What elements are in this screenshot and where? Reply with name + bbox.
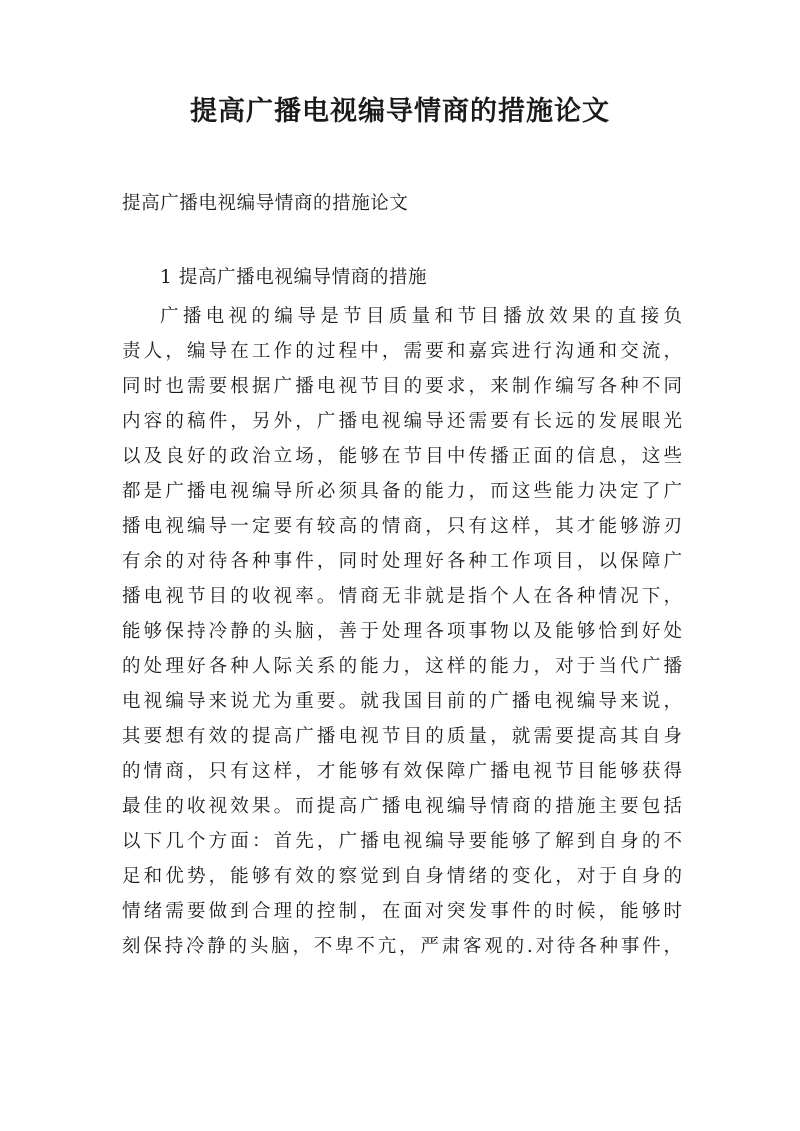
paragraph-line: 播电视节目的收视率。情商无非就是指个人在各种情况下，: [122, 586, 682, 607]
section-heading: 1 提高广播电视编导情商的措施: [160, 267, 428, 288]
paragraph-line: 情绪需要做到合理的控制，在面对突发事件的时候，能够时: [122, 901, 682, 922]
body-paragraph: [122, 299, 682, 964]
paragraph-line: 其要想有效的提高广播电视节目的质量，就需要提高其自身: [122, 726, 682, 747]
paragraph-line: 内容的稿件，另外，广播电视编导还需要有长远的发展眼光: [122, 411, 682, 432]
paragraph-line: 有余的对待各种事件，同时处理好各种工作项目，以保障广: [122, 551, 682, 572]
paragraph-line: 的处理好各种人际关系的能力，这样的能力，对于当代广播: [122, 656, 682, 677]
paragraph-line: 最佳的收视效果。而提高广播电视编导情商的措施主要包括: [122, 796, 682, 817]
paragraph-line: 责人，编导在工作的过程中，需要和嘉宾进行沟通和交流，: [122, 341, 682, 362]
paragraph-line: 的情商，只有这样，才能够有效保障广播电视节目能够获得: [122, 761, 682, 782]
paragraph-line: 以下几个方面：首先，广播电视编导要能够了解到自身的不: [122, 831, 682, 852]
paragraph-line: 同时也需要根据广播电视节目的要求，来制作编写各种不同: [122, 376, 682, 397]
document-subtitle: 提高广播电视编导情商的措施论文: [122, 193, 409, 214]
paragraph-line: 广播电视的编导是节目质量和节目播放效果的直接负: [160, 306, 682, 327]
paragraph-line: 足和优势，能够有效的察觉到自身情绪的变化，对于自身的: [122, 866, 682, 887]
paragraph-line: 都是广播电视编导所必须具备的能力，而这些能力决定了广: [122, 481, 682, 502]
paragraph-line: 电视编导来说尤为重要。就我国目前的广播电视编导来说，: [122, 691, 682, 712]
document-title: 提高广播电视编导情商的措施论文: [190, 96, 610, 127]
paragraph-line: 以及良好的政治立场，能够在节目中传播正面的信息，这些: [122, 446, 682, 467]
paragraph-line: 能够保持冷静的头脑，善于处理各项事物以及能够恰到好处: [122, 621, 682, 642]
paragraph-line: 播电视编导一定要有较高的情商，只有这样，其才能够游刃: [122, 516, 682, 537]
paragraph-line: 刻保持冷静的头脑，不卑不亢，严肃客观的.对待各种事件，: [122, 936, 682, 957]
